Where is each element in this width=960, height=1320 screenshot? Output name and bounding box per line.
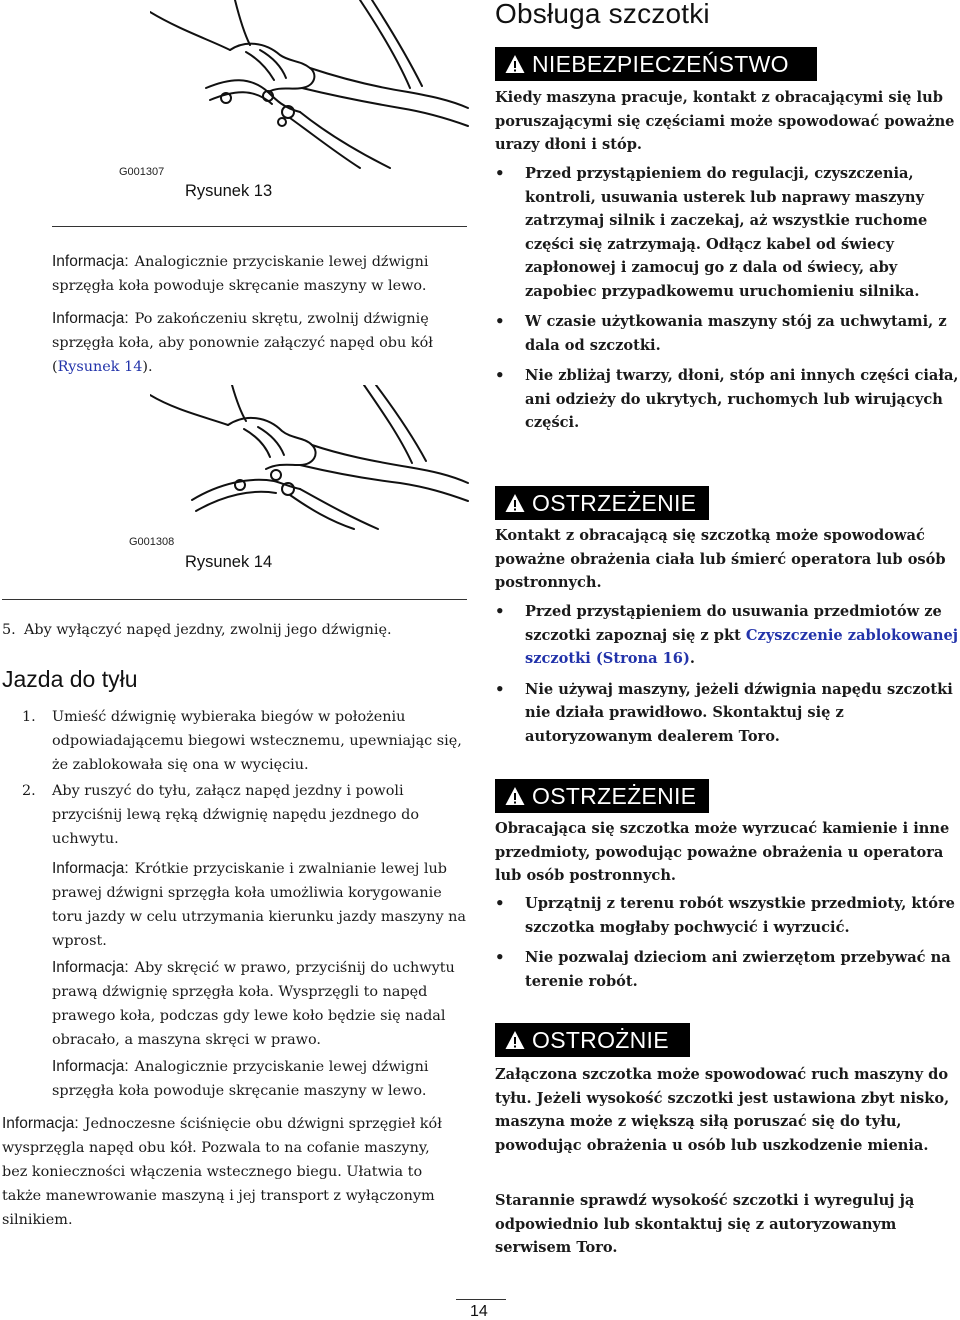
info-note-left-turn-2 bbox=[52, 1055, 470, 1103]
warning-banner-2 bbox=[495, 779, 709, 813]
step-text: Umieść dźwignię wybieraka biegów w położeniu odpowiadającemu biegowi wstecznemu, upewniając się, że zablokowała się ona w wycięciu. bbox=[52, 709, 462, 773]
info-label: Informacja: bbox=[52, 1058, 129, 1075]
info-note-release-lever bbox=[52, 307, 470, 379]
warning-1-bullet bbox=[495, 678, 960, 749]
info-text: Analogicznie przyciskanie lewej dźwigni sprzęgła koła powoduje skręcanie maszyny w lewo. bbox=[52, 1059, 429, 1099]
figure-13-illustration bbox=[150, 0, 470, 170]
bullet-dot: • bbox=[495, 894, 505, 912]
step-text: Aby ruszyć do tyłu, załącz napęd jezdny i powoli przyciśnij lewą ręką dźwignię napędu jezdnego do uchwytu. bbox=[52, 783, 420, 847]
section-title-reverse: Jazda do tyłu bbox=[2, 666, 138, 692]
bullet-text: W czasie użytkowania maszyny stój za uchwytami, z dala od szczotki. bbox=[525, 313, 947, 354]
warning-2-bullets bbox=[495, 892, 960, 993]
danger-bullet bbox=[495, 364, 960, 435]
bullet-dot: • bbox=[495, 312, 505, 330]
danger-bullet bbox=[495, 310, 960, 357]
danger-banner bbox=[495, 47, 817, 81]
danger-bullet bbox=[495, 162, 960, 303]
info-note-both-levers bbox=[2, 1112, 450, 1232]
bullet-text: Nie zbliżaj twarzy, dłoni, stóp ani innych części ciała, ani odzieży do ukrytych, ruchomych lub wirujących części. bbox=[525, 367, 959, 431]
figure-13-caption: Rysunek 13 bbox=[185, 182, 273, 200]
info-label: Informacja: bbox=[52, 860, 129, 877]
danger-intro: Kiedy maszyna pracuje, kontakt z obracającymi się lub poruszającymi się częściami może spowodować poważne urazy dłoni i stóp. bbox=[495, 89, 955, 153]
caution-text-1: Załączona szczotka może spowodować ruch maszyny do tyłu. Jeżeli wysokość szczotki jest ustawiona zbyt nisko, maszyna może z większą siłą poruszać się do tyłu, powodując obrażenia u osób lub uszkodzenie mienia. bbox=[495, 1066, 950, 1154]
warning-2-bullet bbox=[495, 892, 960, 939]
warning-label: OSTRZEŻENIE bbox=[532, 489, 697, 516]
warning-1-bullet bbox=[495, 600, 960, 671]
bullet-dot: • bbox=[495, 366, 505, 384]
figure-14-rule bbox=[2, 599, 467, 600]
figure-13-code: G001307 bbox=[119, 166, 165, 178]
info-note-right-turn bbox=[52, 956, 470, 1052]
warning-1-intro: Kontakt z obracającą się szczotką może spowodować poważne obrażenia ciała lub śmierć operatora lub osób postronnych. bbox=[495, 527, 946, 591]
caution-text-2: Starannie sprawdź wysokość szczotki i wyreguluj ją odpowiednio lub skontaktuj się z autoryzowanym serwisem Toro. bbox=[495, 1192, 915, 1256]
clear-brush-link[interactable]: Czyszczenie zablokowanej szczotki (Strona 16) bbox=[525, 626, 959, 667]
info-text-end: ). bbox=[142, 359, 153, 375]
bullet-text: Przed przystąpieniem do usuwania przedmiotów ze szczotki zapoznaj się z pkt bbox=[525, 603, 942, 644]
step-text: Aby wyłączyć napęd jezdny, zwolnij jego dźwignię. bbox=[24, 622, 392, 638]
info-label: Informacja: bbox=[52, 959, 129, 976]
caution-banner bbox=[495, 1023, 690, 1057]
info-text: Analogicznie przyciskanie lewej dźwigni sprzęgła koła powoduje skręcanie maszyny w lewo. bbox=[52, 254, 429, 294]
info-text: Jednoczesne ściśnięcie obu dźwigni sprzęgieł kół wysprzęgla napęd obu kół. Pozwala to na cofanie maszyny, bez konieczności włączenia wstecznego biegu. Ułatwia to także manewrowanie maszyną i jej transport z wyłączonym silnikiem. bbox=[2, 1116, 442, 1228]
warning-label: OSTRZEŻENIE bbox=[532, 782, 697, 809]
warning-2-bullet bbox=[495, 946, 960, 993]
danger-bullets bbox=[495, 162, 960, 435]
footer-rule bbox=[456, 1299, 506, 1300]
info-note-left-turn bbox=[52, 250, 470, 298]
bullet-text: Uprzątnij z terenu robót wszystkie przedmioty, które szczotka mogłaby pochwycić i wyrzucić. bbox=[525, 895, 955, 936]
info-text: Krótkie przyciskanie i zwalnianie lewej lub prawej dźwigni sprzęgła koła umożliwia korygowanie toru jazdy w celu utrzymania kierunku jazdy maszyny na wprost. bbox=[52, 861, 467, 949]
figure-14-link[interactable]: Rysunek 14 bbox=[57, 359, 143, 375]
bullet-dot: • bbox=[495, 164, 505, 182]
bullet-text: Przed przystąpieniem do regulacji, czyszczenia, kontroli, usuwania usterek lub naprawy maszyny zatrzymaj silnik i zaczekaj, aż wszystkie ruchome części się zatrzymają. Odłącz kabel od świecy zapłonowej i zamocuj go z dala od świecy, aby zapobiec przypadkowemu uruchomieniu silnika. bbox=[525, 165, 928, 300]
danger-label: NIEBEZPIECZEŃSTWO bbox=[532, 50, 789, 77]
info-label: Informacja: bbox=[52, 310, 129, 327]
figure-14-code: G001308 bbox=[129, 536, 175, 548]
warning-triangle-icon bbox=[505, 786, 525, 806]
warning-triangle-icon bbox=[505, 1030, 525, 1050]
warning-1-bullets bbox=[495, 600, 960, 748]
step-number: 1. bbox=[22, 709, 36, 725]
bullet-text: Nie pozwalaj dzieciom ani zwierzętom przebywać na terenie robót. bbox=[525, 949, 951, 990]
info-label: Informacja: bbox=[2, 1115, 79, 1132]
warning-triangle-icon bbox=[505, 54, 525, 74]
info-note-correct-course bbox=[52, 857, 470, 953]
info-label: Informacja: bbox=[52, 253, 129, 270]
bullet-dot: • bbox=[495, 602, 505, 620]
figure-13-rule bbox=[52, 226, 467, 227]
step-number: 2. bbox=[22, 783, 36, 799]
figure-14-illustration bbox=[150, 385, 470, 530]
caution-label: OSTROŻNIE bbox=[532, 1026, 669, 1053]
step-number: 5. bbox=[2, 622, 16, 638]
info-text: Po zakończeniu skrętu, zwolnij dźwignię sprzęgła koła, aby ponownie załączyć napęd obu kół ( bbox=[52, 311, 433, 375]
left-column bbox=[0, 0, 470, 1320]
bullet-dot: • bbox=[495, 948, 505, 966]
warning-banner-1 bbox=[495, 486, 709, 520]
page-number: 14 bbox=[470, 1303, 488, 1320]
right-column bbox=[495, 0, 960, 1320]
bullet-text: Nie używaj maszyny, jeżeli dźwignia napędu szczotki nie działa prawidłowo. Skontaktuj się z autoryzowanym dealerem Toro. bbox=[525, 680, 953, 745]
page-title: Obsługa szczotki bbox=[495, 0, 710, 29]
warning-2-intro: Obracająca się szczotka może wyrzucać kamienie i inne przedmioty, powodując poważne obrażenia u operatora lub osób postronnych. bbox=[495, 820, 950, 884]
bullet-dot: • bbox=[495, 679, 505, 698]
bullet-text-end: . bbox=[689, 650, 695, 667]
info-text: Aby skręcić w prawo, przyciśnij do uchwytu prawą dźwignię sprzęgła koła. Wysprzęgli to napęd prawego koła, podczas gdy lewe koło będzie się nadal obracało, a maszyna skręci w prawo. bbox=[52, 960, 455, 1048]
figure-14-caption: Rysunek 14 bbox=[185, 553, 273, 571]
warning-triangle-icon bbox=[505, 493, 525, 513]
